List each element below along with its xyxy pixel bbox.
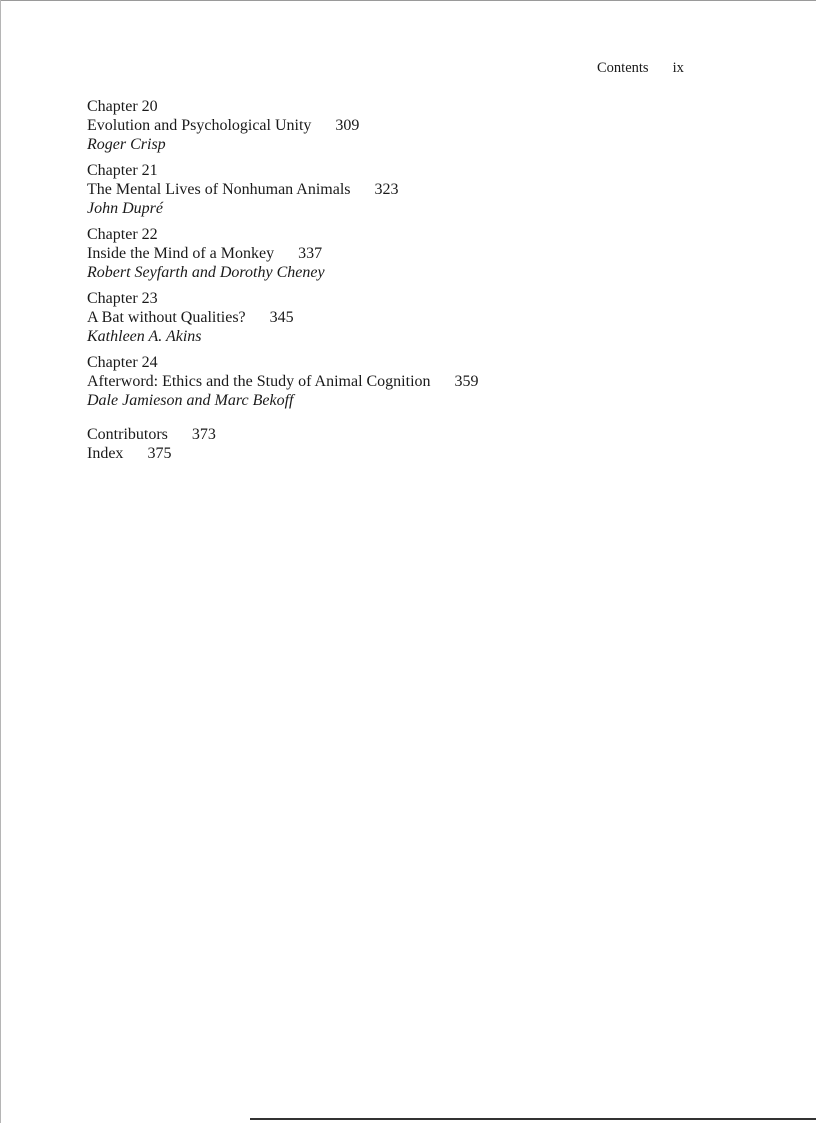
- toc-entry-contributors[interactable]: [87, 425, 747, 444]
- page-edge-bottom: [250, 1118, 816, 1120]
- chapter-page-number: 323: [374, 181, 399, 198]
- running-head-title: Contents: [597, 60, 649, 76]
- chapter-author: John Dupré: [87, 200, 163, 217]
- page-edge-left: [0, 0, 1, 1123]
- chapter-author: Roger Crisp: [87, 136, 166, 153]
- chapter-title-line: [87, 244, 747, 263]
- back-matter-page-number: 373: [191, 426, 216, 443]
- chapter-title: Inside the Mind of a Monkey: [87, 245, 275, 262]
- chapter-title-line: [87, 116, 747, 135]
- toc-entry-chapter-22[interactable]: [87, 225, 747, 282]
- chapter-author: Kathleen A. Akins: [87, 328, 202, 345]
- chapter-author: Robert Seyfarth and Dorothy Cheney: [87, 264, 325, 281]
- chapter-title-line: [87, 372, 747, 391]
- chapter-title: Afterword: Ethics and the Study of Animal Cognition: [87, 373, 431, 390]
- page-edge-top: [0, 0, 816, 1]
- chapter-author: Dale Jamieson and Marc Bekoff: [87, 392, 294, 409]
- back-matter-title: Index: [87, 445, 124, 462]
- chapter-label: Chapter 22: [87, 226, 158, 243]
- chapter-label: Chapter 20: [87, 98, 158, 115]
- chapter-page-number: 345: [269, 309, 294, 326]
- chapter-title: Evolution and Psychological Unity: [87, 117, 312, 134]
- toc-entry-chapter-24[interactable]: [87, 353, 747, 410]
- back-matter: [87, 425, 747, 463]
- toc-entry-chapter-20[interactable]: [87, 97, 747, 154]
- chapter-label: Chapter 23: [87, 290, 158, 307]
- toc-entry-chapter-23[interactable]: [87, 289, 747, 346]
- chapter-page-number: 359: [454, 373, 479, 390]
- chapter-title: The Mental Lives of Nonhuman Animals: [87, 181, 351, 198]
- chapter-page-number: 309: [335, 117, 360, 134]
- chapter-title-line: [87, 180, 747, 199]
- table-of-contents: [87, 97, 747, 463]
- back-matter-title: Contributors: [87, 426, 168, 443]
- page-folio: ix: [672, 60, 684, 76]
- back-matter-page-number: 375: [147, 445, 172, 462]
- toc-entry-index[interactable]: [87, 444, 747, 463]
- toc-entry-chapter-21[interactable]: [87, 161, 747, 218]
- chapter-label: Chapter 24: [87, 354, 158, 371]
- running-head: [597, 60, 684, 77]
- chapter-title-line: [87, 308, 747, 327]
- chapter-title: A Bat without Qualities?: [87, 309, 246, 326]
- chapter-label: Chapter 21: [87, 162, 158, 179]
- chapter-page-number: 337: [298, 245, 323, 262]
